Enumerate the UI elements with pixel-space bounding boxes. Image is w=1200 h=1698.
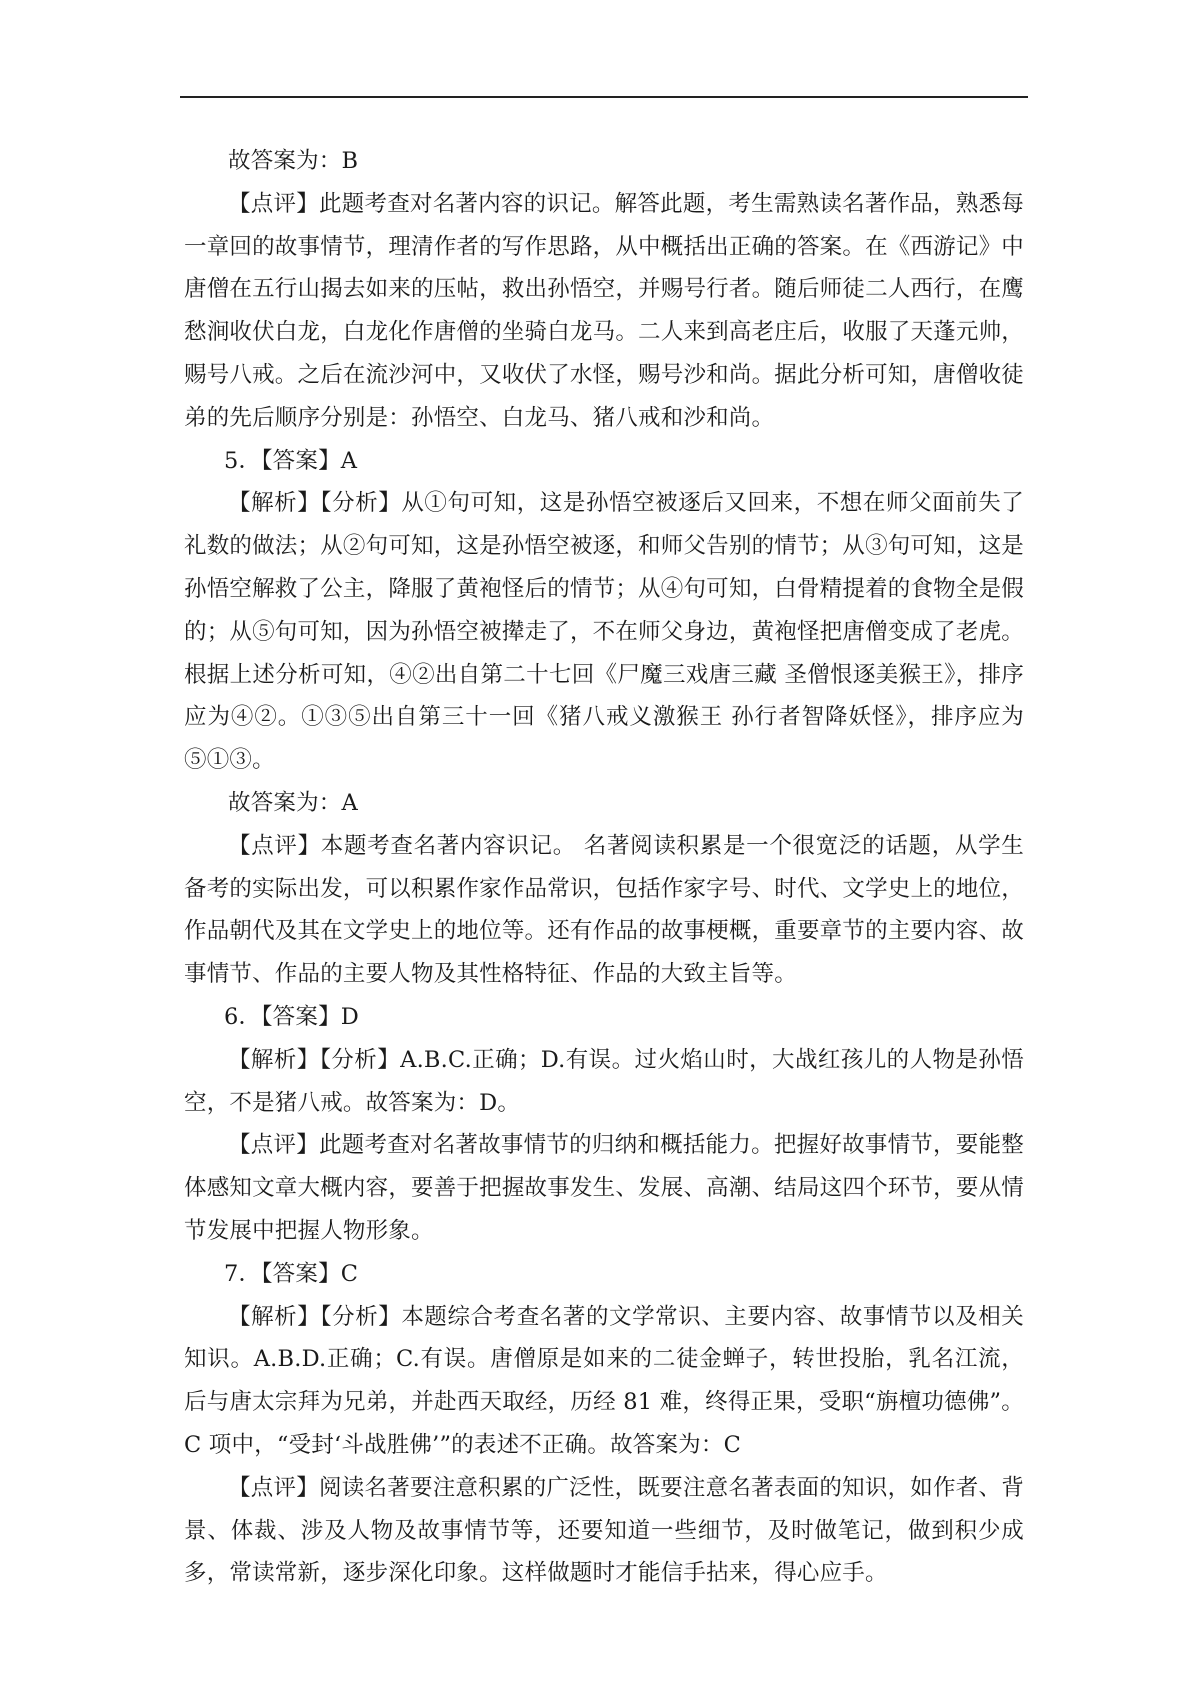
comment-paragraph: 【点评】本题考查名著内容识记。 名著阅读积累是一个很宽泛的话题，从学生备考的实际出发，可以积累作家作品常识，包括作家字号、时代、文学史上的地位，作品朝代及其在文学史上的地位等。还有作品的故事梗概，重要章节的主要内容、故事情节、作品的主要人物及其性格特征、作品的大致主旨等。 (184, 832, 1024, 988)
comment-paragraph: 【点评】此题考查对名著内容的识记。解答此题，考生需熟读名著作品，熟悉每一章回的故事情节，理清作者的写作思路，从中概括出正确的答案。在《西游记》中唐僧在五行山揭去如来的压帖，救出孙悟空，并赐号行者。随后师徒二人西行，在鹰愁涧收伏白龙，白龙化作唐僧的坐骑白龙马。二人来到高老庄后，收服了天蓬元帅，赐号八戒。之后在流沙河中，又收伏了水怪，赐号沙和尚。据此分析可知，唐僧收徒弟的先后顺序分别是：孙悟空、白龙马、猪八戒和沙和尚。 (184, 190, 1024, 431)
comment-paragraph: 【点评】此题考查对名著故事情节的归纳和概括能力。把握好故事情节，要能整体感知文章大概内容，要善于把握故事发生、发展、高潮、结局这四个环节，要从情节发展中把握人物形象。 (184, 1132, 1024, 1244)
question-6-answer: 6．【答案】D (224, 1003, 360, 1030)
document-body (184, 140, 1024, 1595)
answer-line: 故答案为：B (228, 148, 359, 174)
analysis-paragraph: 【解析】【分析】A.B.C.正确；D.有误。过火焰山时，大战红孩儿的人物是孙悟空，不是猪八戒。故答案为：D。 (184, 1046, 1024, 1116)
question-7-answer: 7．【答案】C (224, 1260, 359, 1287)
comment-paragraph: 【点评】阅读名著要注意积累的广泛性，既要注意名著表面的知识，如作者、背景、体裁、涉及人物及故事情节等，还要知道一些细节，及时做笔记，做到积少成多，常读常新，逐步深化印象。这样做题时才能信手拈来，得心应手。 (184, 1474, 1024, 1587)
analysis-paragraph: 【解析】【分析】本题综合考查名著的文学常识、主要内容、故事情节以及相关知识。A.B.D.正确；C.有误。唐僧原是如来的二徒金蝉子，转世投胎，乳名江流，后与唐太宗拜为兄弟，并赴西天取经，历经 81 难，终得正果，受职“旃檀功德佛”。C 项中，“受封‘斗战胜佛’”的表述不正确。故答案为：C (184, 1303, 1024, 1458)
header-rule (180, 96, 1028, 98)
answer-line: 故答案为：A (228, 789, 358, 816)
question-5-answer: 5．【答案】A (224, 447, 358, 474)
analysis-paragraph: 【解析】【分析】从①句可知，这是孙悟空被逐后又回来，不想在师父面前失了礼数的做法；从②句可知，这是孙悟空被逐，和师父告别的情节；从③句可知，这是孙悟空解救了公主，降服了黄袍怪后的情节；从④句可知，白骨精提着的食物全是假的；从⑤句可知，因为孙悟空被撵走了，不在师父身边，黄袍怪把唐僧变成了老虎。根据上述分析可知，④②出自第二十七回《尸魔三戏唐三藏 圣僧恨逐美猴王》，排序应为④②。①③⑤出自第三十一回《猪八戒义激猴王 孙行者智降妖怪》，排序应为⑤①③。 (184, 490, 1024, 774)
